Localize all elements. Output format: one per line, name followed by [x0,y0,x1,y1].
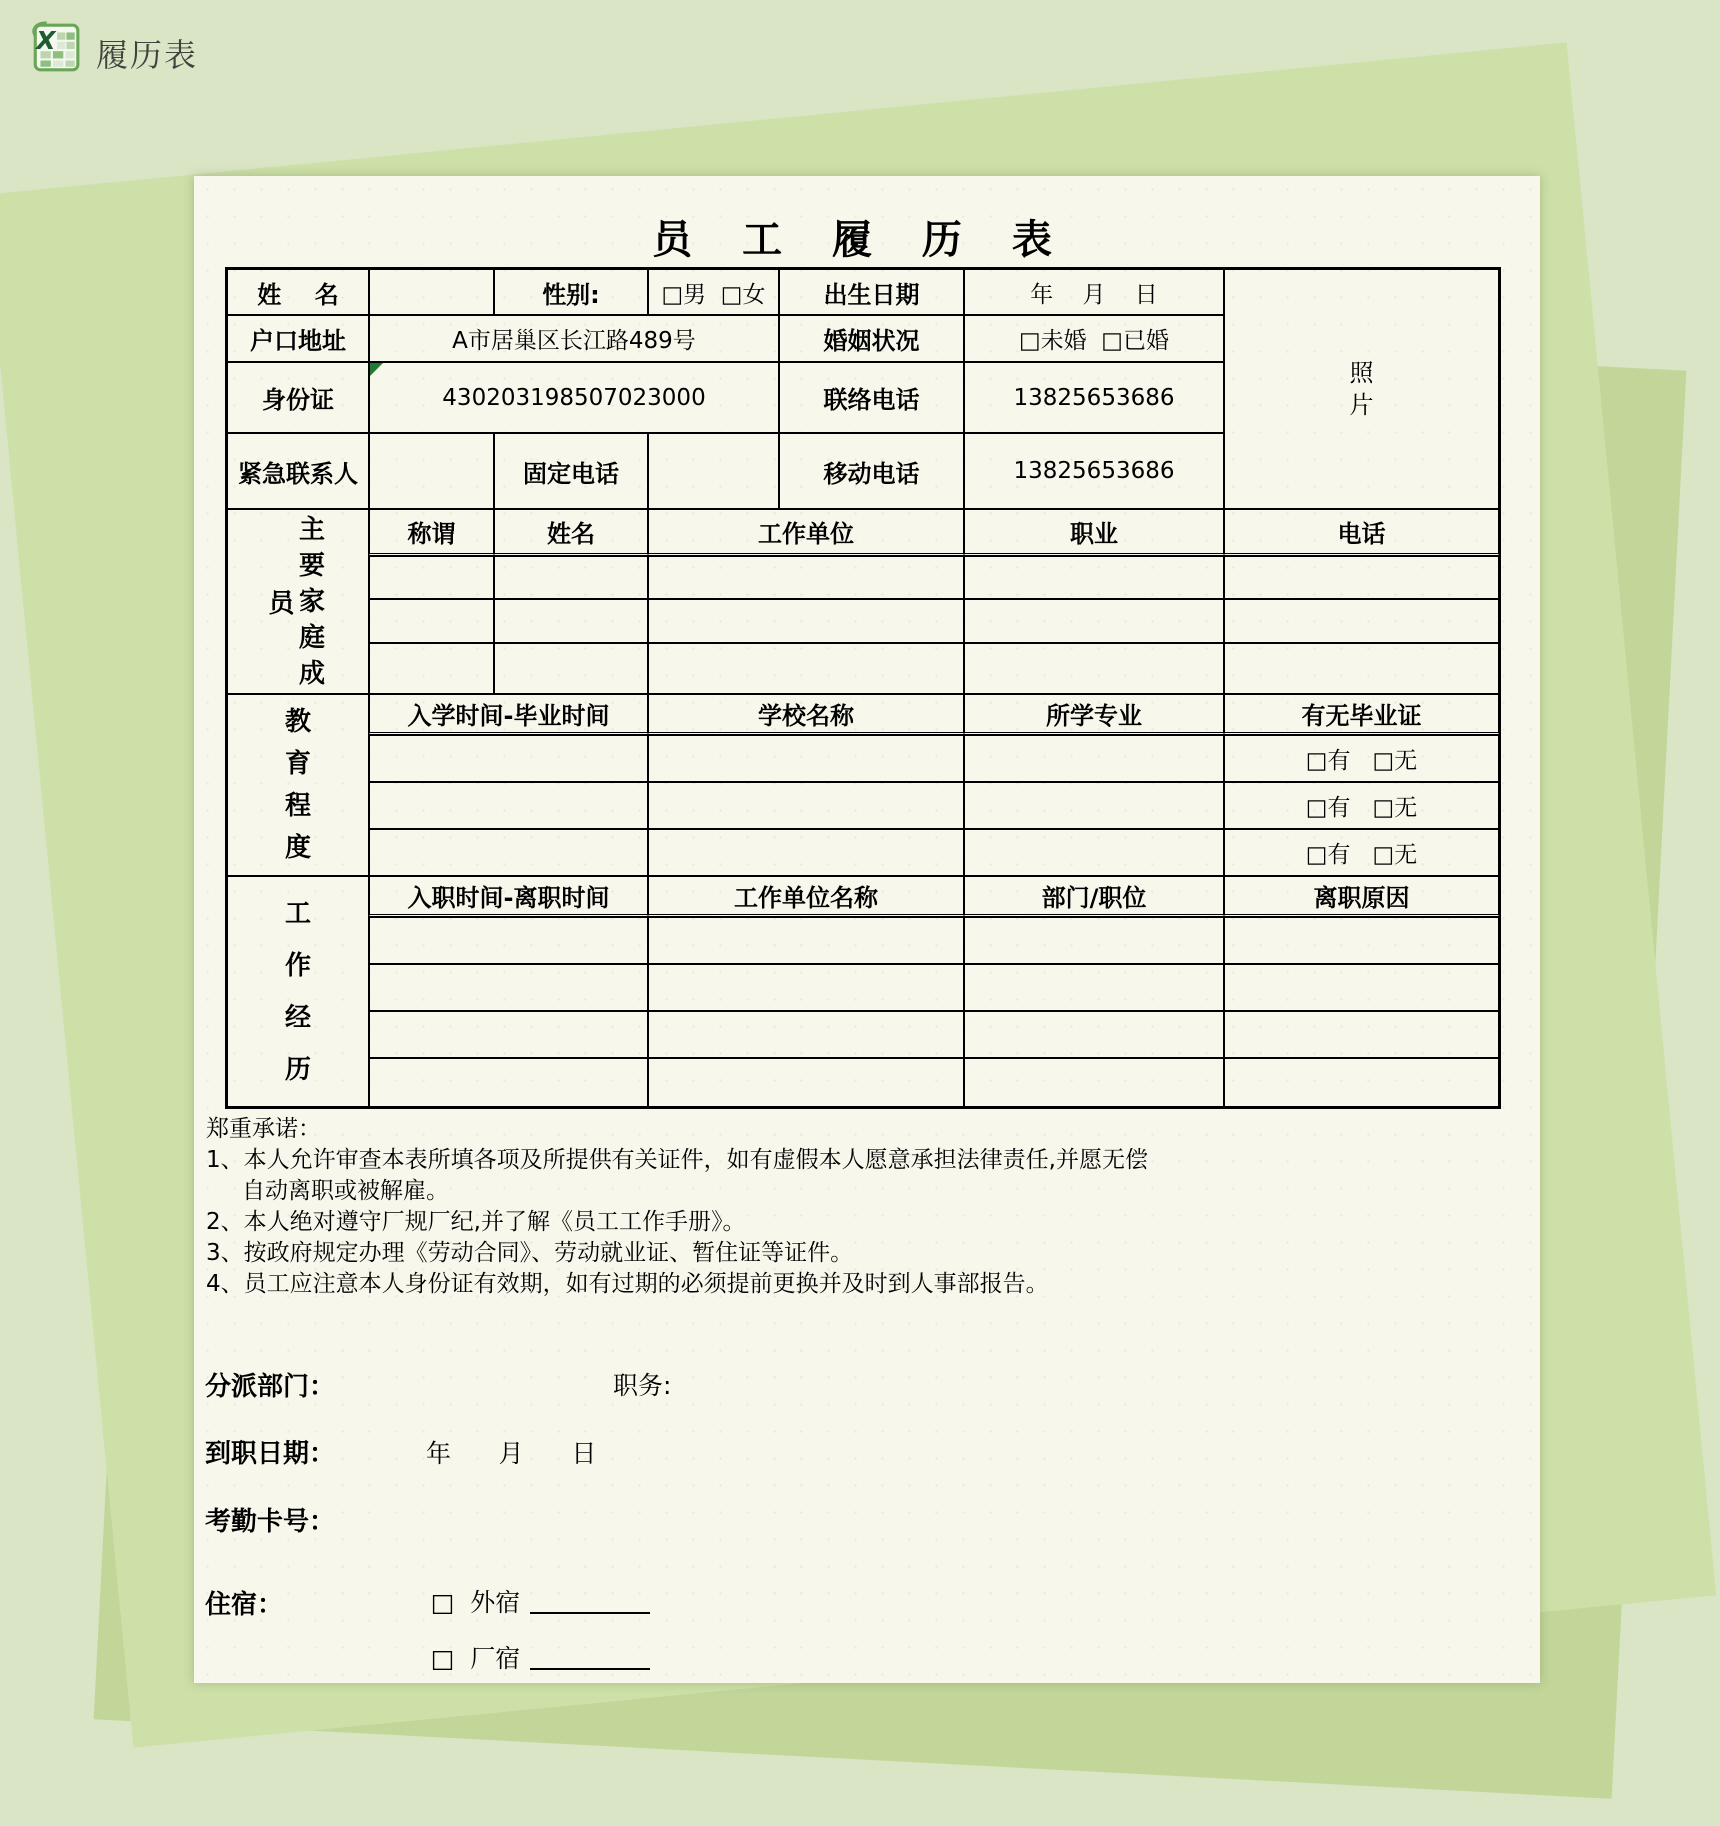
education-header-major: 所学专业 [964,694,1224,735]
declaration-heading: 郑重承诺： [206,1116,321,1142]
lodging-option-factory-text: □ 厂宿 [430,1644,521,1673]
mobile-label: 移动电话 [779,433,964,509]
family-row-cell [648,556,964,599]
diploma-options-cell: □有 □无 [1224,829,1499,876]
work-row-cell [369,1011,648,1058]
work-section-label [227,876,369,1107]
work-row-cell [1224,1011,1499,1058]
fill-in-line [530,1668,650,1670]
work-header-position: 部门/职位 [964,876,1224,917]
family-row-cell [1224,556,1499,599]
photo-label: 照片 [1349,359,1374,419]
photo-cell [1224,269,1499,509]
excel-file-icon [28,20,82,74]
declaration-block [206,1114,1516,1300]
work-row-cell [648,917,964,964]
work-header-company: 工作单位名称 [648,876,964,917]
cell-flag-triangle [370,363,383,376]
birth-value-cell: 年 月 日 [964,269,1224,315]
work-row-cell [964,1011,1224,1058]
work-row-cell [369,964,648,1011]
form-title: 员 工 履 历 表 [652,217,1070,263]
start-date-value: 年 月 日 [426,1439,597,1468]
work-row-cell [1224,917,1499,964]
app-title: 履历表 [96,36,199,74]
resume-table [225,267,1501,1109]
education-row-cell [964,829,1224,876]
education-row-cell [648,735,964,782]
education-header-period: 入学时间-毕业时间 [369,694,648,735]
education-row-cell [369,735,648,782]
svg-text:X: X [36,26,56,56]
marital-label: 婚姻状况 [779,315,964,362]
family-row-cell [964,599,1224,643]
app-header [0,0,1720,92]
education-row-cell [369,829,648,876]
family-section-label [227,509,369,694]
work-row-cell [369,1058,648,1107]
family-row-cell [648,599,964,643]
attendance-card-label: 考勤卡号： [205,1507,336,1537]
tel-value-cell: 13825653686 [964,362,1224,433]
family-row-cell [964,556,1224,599]
work-row-cell [964,1058,1224,1107]
education-header-diploma: 有无毕业证 [1224,694,1499,735]
declaration-line: 1、本人允许审查本表所填各项及所提供有关证件，如有虚假本人愿意承担法律责任,并愿无偿 [206,1147,1148,1173]
family-header-phone: 电话 [1224,509,1499,556]
work-row-cell [964,964,1224,1011]
family-row-cell [494,643,648,694]
education-row-cell [369,782,648,829]
family-row-cell [369,599,494,643]
work-row-cell [1224,964,1499,1011]
start-date-label: 到职日期： [205,1439,336,1469]
emergency-label: 紧急联系人 [227,433,369,509]
declaration-line: 自动离职或被解雇。 [242,1178,449,1204]
family-header-employer: 工作单位 [648,509,964,556]
family-row-cell [494,556,648,599]
diploma-options-cell: □有 □无 [1224,782,1499,829]
address-value-cell: A市居巢区长江路489号 [369,315,779,362]
education-label-text: 教育程度 [284,707,311,863]
family-row-cell [964,643,1224,694]
lodging-option-factory [383,1610,650,1704]
education-row-cell [648,829,964,876]
family-header-title: 称谓 [369,509,494,556]
work-header-reason: 离职原因 [1224,876,1499,917]
education-header-school: 学校名称 [648,694,964,735]
family-row-cell [369,556,494,599]
family-row-cell [1224,599,1499,643]
work-label-text: 工作经历 [284,898,311,1085]
family-header-name: 姓名 [494,509,648,556]
family-row-cell [648,643,964,694]
duty-label: 职务: [613,1371,672,1400]
sex-label: 性别: [494,269,648,315]
lodging-label: 住宿： [205,1590,284,1620]
form-paper [194,176,1540,1683]
emergency-value-cell [369,433,494,509]
family-row-cell [494,599,648,643]
family-label-wrap-char: 员 [268,589,295,619]
name-label: 姓 名 [227,269,369,315]
name-value-cell [369,269,494,315]
fixed-phone-value-cell [648,433,779,509]
lodging-option-outside-text: □ 外宿 [430,1588,521,1617]
work-header-period: 入职时间-离职时间 [369,876,648,917]
declaration-line: 4、员工应注意本人身份证有效期，如有过期的必须提前更换并及时到人事部报告。 [206,1271,1049,1297]
education-row-cell [964,782,1224,829]
family-label-main: 主要家庭成 [298,514,325,689]
work-row-cell [648,964,964,1011]
work-row-cell [964,917,1224,964]
fixed-phone-label: 固定电话 [494,433,648,509]
birth-label: 出生日期 [779,269,964,315]
declaration-line: 2、本人绝对遵守厂规厂纪,并了解《员工工作手册》。 [206,1209,746,1235]
education-row-cell [964,735,1224,782]
tel-label: 联络电话 [779,362,964,433]
work-row-cell [1224,1058,1499,1107]
work-row-cell [648,1011,964,1058]
assigned-department-label: 分派部门： [205,1372,336,1402]
sex-value-cell: □男 □女 [648,269,779,315]
diploma-options-cell: □有 □无 [1224,735,1499,782]
family-row-cell [1224,643,1499,694]
family-row-cell [369,643,494,694]
declaration-line: 3、按政府规定办理《劳动合同》、劳动就业证、暂住证等证件。 [206,1240,854,1266]
education-section-label [227,694,369,876]
id-label: 身份证 [227,362,369,433]
work-row-cell [369,917,648,964]
marital-value-cell: □未婚 □已婚 [964,315,1224,362]
education-row-cell [648,782,964,829]
id-value-cell: 430203198507023000 [369,362,779,433]
work-row-cell [648,1058,964,1107]
address-label: 户口地址 [227,315,369,362]
mobile-value-cell: 13825653686 [964,433,1224,509]
family-header-occupation: 职业 [964,509,1224,556]
